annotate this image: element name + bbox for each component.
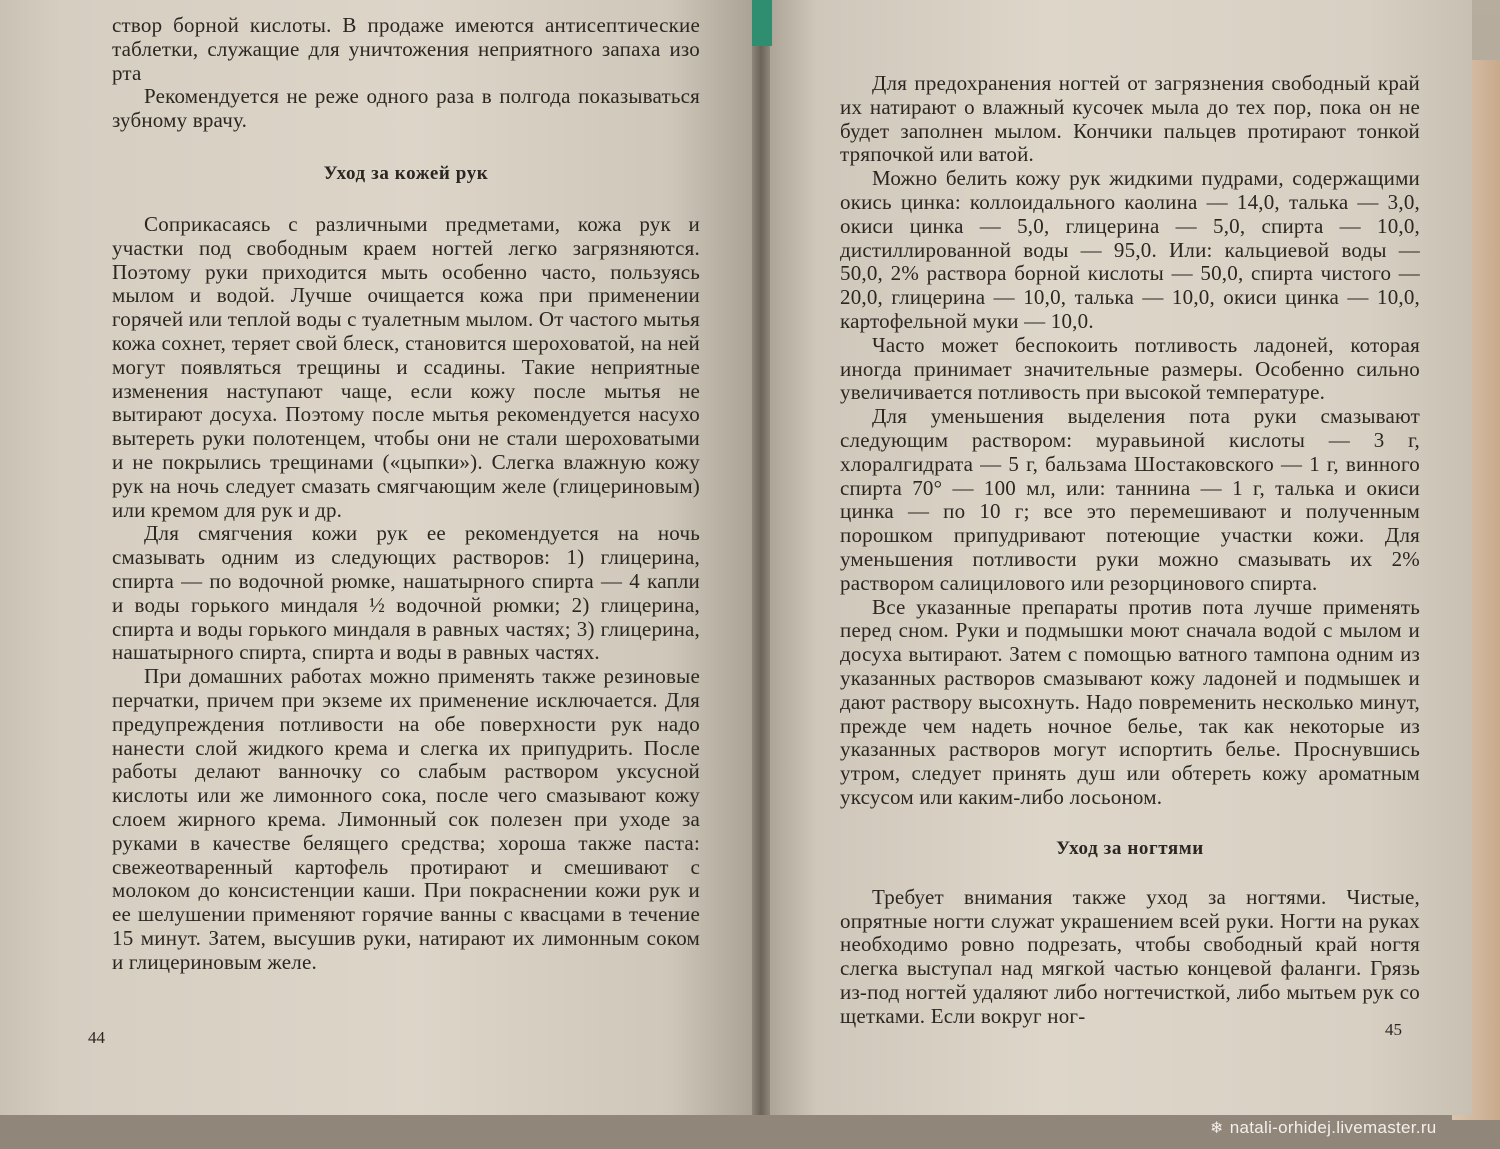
section-heading-nails: Уход за ногтями — [1056, 837, 1204, 859]
section-heading-hand-skin: Уход за кожей рук — [323, 162, 489, 184]
right-paragraph-4: Для уменьшения выделения пота руки смазывают следующим раствором: муравьиной кислоты — 3 г, хлоралгидрата — 5 г, бальзама Шостаковского — 1 г, винного спирта 70° — 100 мл, или: таннина — 1 г, талька и окиси цинка — по 10 г; все это перемешивают и полученным порошком припудривают потеющие участки кожи. Для уменьшения потливости руки можно смазывать их 2% раствором салицилового или резорцинового спирта. — [840, 404, 1420, 595]
left-paragraph-3: При домашних работах можно применять также резиновые перчатки, причем при экземе их применение исключается. Для предупреждения потливости на обе поверхности рук надо нанести слой жидкого крема и слегка их припудрить. После работы делают ванночку со слабым раствором уксусной кислоты или же лимонного сока, после чего смазывают кожу слоем жирного крема. Лимонный сок полезен при уходе за руками в качестве белящего средства; хороша также паста: свежеотваренный картофель протирают и смешивают с молоком до консистенции каши. При покраснении кожи рук и ее шелушении применяют горячие ванны с квасцами в течение 15 минут. Затем, высушив руки, натирают их лимонным соком и глицериновым желе. — [112, 664, 700, 974]
left-paragraph-1: Соприкасаясь с различными предметами, кожа рук и участки под свободным краем ногтей легко загрязняются. Поэтому руки приходится мыть особенно часто, пользуясь мылом и водой. Лучше очищается кожа при применении горячей или теплой воды с туалетным мылом. От частого мытья кожа сохнет, теряет свой блеск, становится шероховатой, на ней могут появляться трещины и ссадины. Такие неприятные изменения наступают чаще, если кожу после мытья не вытирают досуха. Поэтому после мытья рекомендуется насухо вытереть руки полотенцем, чтобы они не стали шероховатыми и не покрылись трещинами («цыпки»). Слегка влажную кожу рук на ночь следует смазать смягчающим желе (глицериновым) или кремом для рук и др. — [112, 211, 700, 522]
right-paragraph-3: Часто может беспокоить потливость ладоней, которая иногда принимает значительные размеры. Особенно сильно увеличивается потливость при высокой температуре. — [840, 332, 1420, 405]
left-paragraph-top-1: створ борной кислоты. В продаже имеются антисептические таблетки, служащие для уничтожения неприятного запаха изо рта — [112, 13, 700, 85]
snowflake-logo-icon: ❄ — [1210, 1120, 1224, 1137]
left-page — [0, 0, 760, 1115]
watermark-text: natali-orhidej.livemaster.ru — [1229, 1118, 1437, 1137]
watermark — [1210, 1118, 1437, 1138]
left-paragraph-2: Для смягчения кожи рук ее рекомендуется на ночь смазывать одним из следующих растворов: 1) глицерина, спирта — по водочной рюмке, нашатырного спирта — 4 капли и воды горького миндаля ½ водочной рюмки; 2) глицерина, спирта и воды горького миндаля в равных частях; 3) глицерина, нашатырного спирта, спирта и воды в равных частях. — [112, 521, 700, 665]
right-paragraph-5: Все указанные препараты против пота лучше применять перед сном. Руки и подмышки моют сначала водой с мылом и досуха вытирают. Затем с помощью ватного тампона одним из указанных растворов смазывают кожу ладоней и подмышек и дают раствору высохнуть. Надо повременить несколько минут, прежде чем надеть ночное белье, так как некоторые из указанных растворов могут испортить белье. Проснувшись утром, следует принять душ или обтереть кожу ароматным уксусом или каким-либо лосьоном. — [840, 594, 1420, 809]
page-number-right: 45 — [1385, 1020, 1402, 1039]
right-page — [760, 0, 1472, 1115]
book-spine — [752, 0, 770, 1115]
book-cover-corner — [752, 0, 772, 46]
left-paragraph-top-2: Рекомендуется не реже одного раза в полгода показываться зубному врачу. — [112, 84, 700, 133]
right-paragraph-bottom-1: Требует внимания также уход за ногтями. Чистые, опрятные ногти служат украшением всей руки. Ногти на руках необходимо ровно подрезать, чтобы свободный край ногтя слегка выступал над мягкой частью концевой фаланги. Грязь из-под ногтей удаляют либо ногтечисткой, либо мытьем рук со щетками. Если вокруг ног- — [840, 884, 1420, 1028]
right-paragraph-2: Можно белить кожу рук жидкими пудрами, содержащими окись цинка: коллоидального каолина — 14,0, талька — 3,0, окиси цинка — 5,0, глицерина — 5,0, спирта — 10,0, дистиллированной воды — 95,0. Или: кальциевой воды — 50,0, 2% раствора борной кислоты — 50,0, спирта чистого — 20,0, глицерина — 10,0, талька — 10,0, окиси цинка — 10,0, картофельной муки — 10,0. — [840, 166, 1420, 333]
page-number-left: 44 — [88, 1028, 105, 1047]
right-paragraph-1: Для предохранения ногтей от загрязнения свободный край их натирают о влажный кусочек мыла до тех пор, пока он не будет заполнен мылом. Кончики пальцев протирают тонкой тряпочкой или ватой. — [840, 71, 1420, 167]
